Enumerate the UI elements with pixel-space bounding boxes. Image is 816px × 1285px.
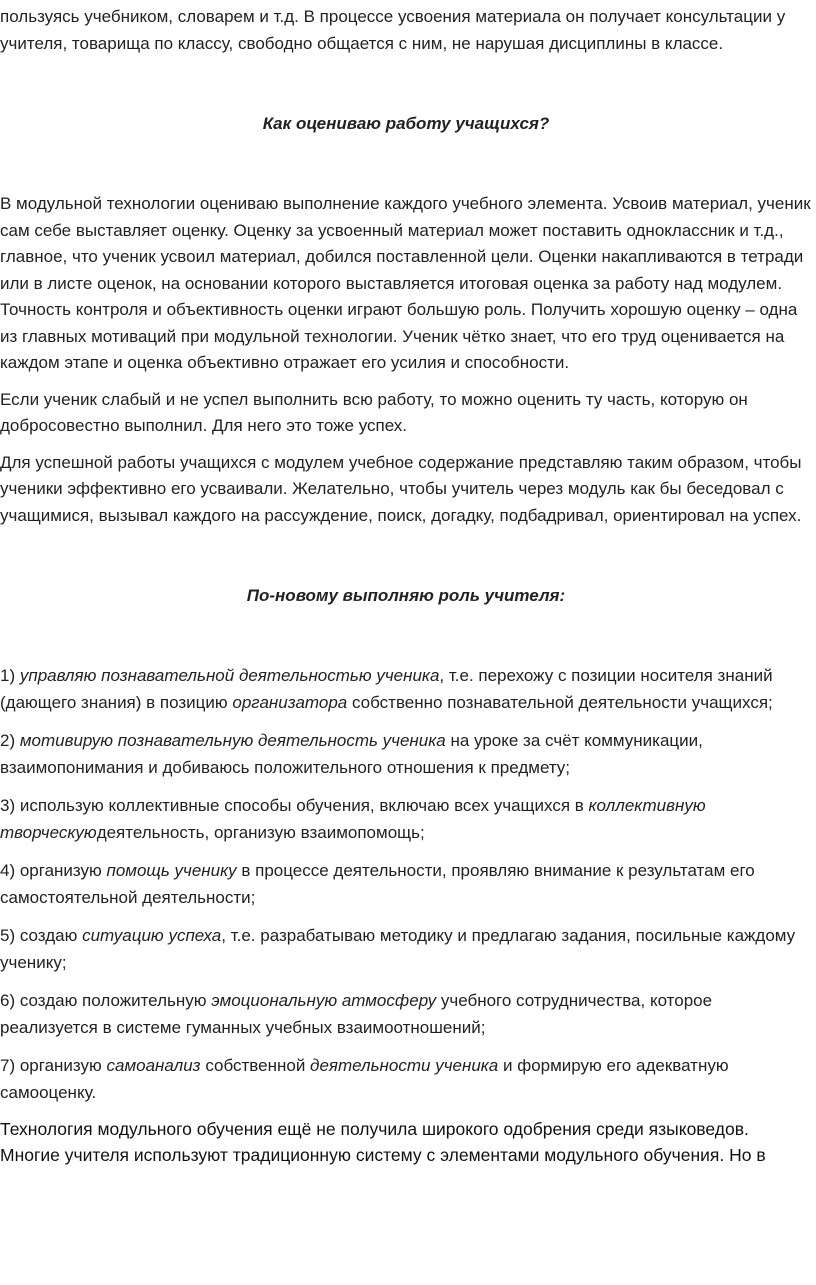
final-paragraph: Технология модульного обучения ещё не получила широкого одобрения среди языковедов. Многие учителя используют традиционную систему с элементами модульного обучения. Но в	[0, 1119, 766, 1165]
paragraph-assessment: В модульной технологии оцениваю выполнение каждого учебного элемента. Усвоив материал, ученик сам себе выставляет оценку. Оценку за усвоенный материал может поставить одноклассник и т.д., главное, что ученик усвоил материал, добился поставленной цели. Оценки накапливаются в тетради или в листе оценок, на основании которого выставляется итоговая оценка за работу над модулем. Точность контроля и объективность оценки играют большую роль. Получить хорошую оценку – одна из главных мотиваций при модульной технологии. Ученик чётко знает, что его труд оценивается на каждом этапе и оценка объективно отражает его усилия и способности.	[0, 194, 811, 372]
item-text: учебного сотрудничества, которое реализуется в системе гуманных учебных взаимоотношений;	[0, 991, 713, 1037]
section-heading-assessment: Как оцениваю работу учащихся?	[262, 114, 550, 133]
list-item	[0, 858, 812, 911]
intro-paragraph: пользуясь учебником, словарем и т.д. В процессе усвоения материала он получает консультации у учителя, товарища по классу, свободно общается с ним, не нарушая дисциплины в классе.	[0, 7, 786, 53]
item-text: собственно познавательной деятельности учащихся;	[347, 692, 773, 712]
item-text: 3) использую коллективные способы обучения, включаю всех учащихся в	[0, 796, 589, 815]
list-item	[0, 793, 812, 846]
item-text: 6) создаю положительную	[0, 991, 212, 1010]
list-item	[0, 663, 812, 716]
item-text: 4) организую	[0, 861, 107, 880]
item-emphasis: деятельности ученика	[310, 1056, 499, 1075]
item-text: в процессе деятельности, проявляю внимание к результатам его самостоятельной деятельности;	[0, 861, 755, 907]
list-item	[0, 923, 812, 976]
item-text: на уроке за счёт коммуникации, взаимопонимания и добиваюсь положительного отношения к предмету;	[0, 731, 703, 777]
section-heading-teacher-role: По-новому выполняю роль учителя:	[246, 586, 566, 605]
document-content	[0, 4, 812, 1168]
item-text: собственной	[200, 1056, 311, 1075]
item-text: 2)	[0, 731, 20, 750]
paragraph-weak-student: Если ученик слабый и не успел выполнить всю работу, то можно оценить ту часть, которую он добросовестно выполнил. Для него это тоже успех.	[0, 389, 748, 435]
item-text: 5) создаю	[0, 926, 83, 945]
item-emphasis: мотивирую познавательную деятельность ученика	[19, 731, 446, 750]
item-emphasis: эмоциональную атмосферу	[211, 991, 437, 1010]
list-item	[0, 1053, 812, 1106]
item-text: деятельность, организую взаимопомощь;	[96, 822, 425, 842]
item-text: 1)	[0, 666, 20, 685]
item-text: и формирую его адекватную самооценку.	[0, 1056, 729, 1102]
paragraph-module-content: Для успешной работы учащихся с модулем учебное содержание представляю таким образом, чтобы ученики эффективно его усваивали. Желательно, чтобы учитель через модуль как бы беседовал с учащимися, вызывал каждого на рассуждение, поиск, догадку, подбадривал, ориентировал на успех.	[0, 452, 802, 525]
item-emphasis: организатора	[232, 692, 348, 712]
list-item	[0, 728, 812, 781]
item-text: 7) организую	[0, 1056, 107, 1075]
item-emphasis: ситуацию успеха	[82, 926, 222, 945]
item-emphasis: коллективную творческую	[0, 796, 706, 842]
list-item	[0, 988, 812, 1041]
item-text: , т.е. перехожу с позиции носителя знаний (дающего знания) в позицию	[0, 666, 773, 712]
item-emphasis: самоанализ	[106, 1056, 201, 1075]
item-emphasis: помощь ученику	[106, 861, 237, 880]
item-emphasis: управляю познавательной деятельностью ученика	[19, 666, 440, 685]
item-text: , т.е. разрабатываю методику и предлагаю задания, посильные каждому ученику;	[0, 926, 796, 972]
